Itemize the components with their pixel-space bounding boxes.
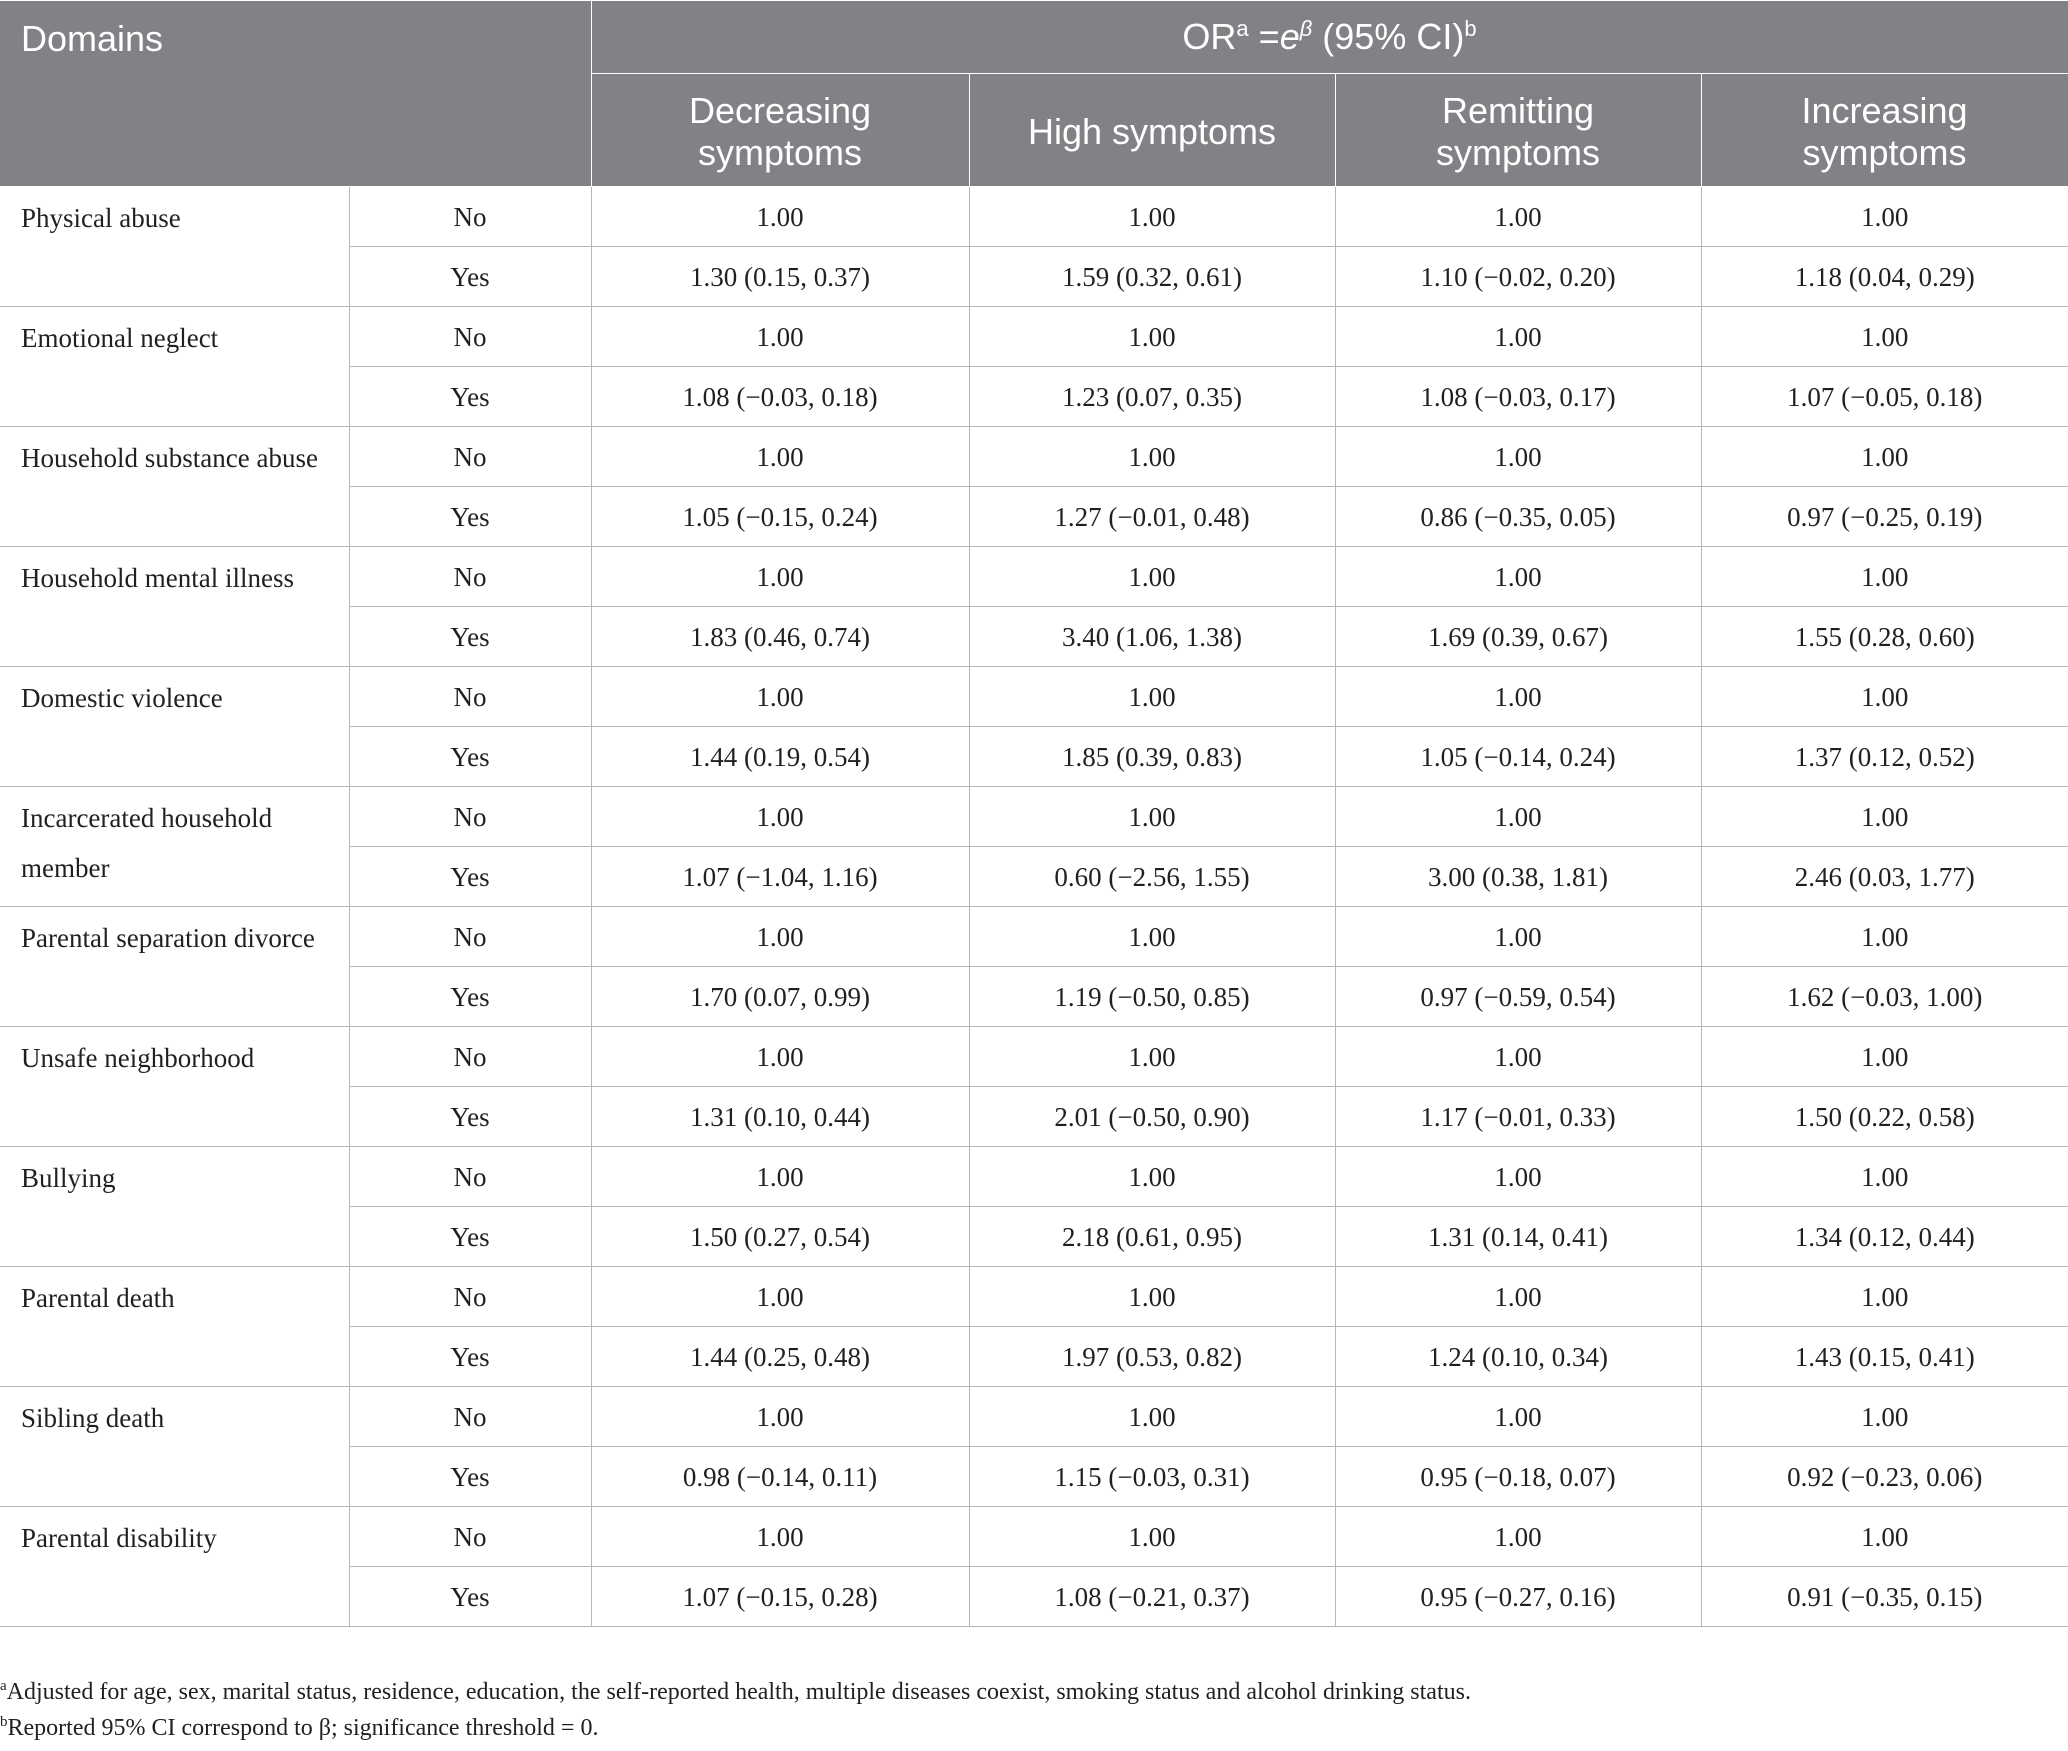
- level-cell: Yes: [349, 1447, 591, 1507]
- domain-cell: Emotional neglect: [0, 307, 349, 427]
- value-cell-high: 1.00: [969, 1147, 1335, 1207]
- value-cell-high: 3.40 (1.06, 1.38): [969, 607, 1335, 667]
- value-cell-decreasing: 1.00: [591, 1267, 969, 1327]
- or-header: [591, 1, 2068, 74]
- value-cell-remitting: 0.97 (−0.59, 0.54): [1335, 967, 1701, 1027]
- table-row: [0, 787, 2068, 847]
- table-row: [0, 547, 2068, 607]
- level-cell: Yes: [349, 487, 591, 547]
- value-cell-remitting: 1.00: [1335, 1387, 1701, 1447]
- value-cell-increasing: 1.62 (−0.03, 1.00): [1701, 967, 2068, 1027]
- table-row: [0, 1507, 2068, 1567]
- table-row: [0, 667, 2068, 727]
- value-cell-increasing: 0.91 (−0.35, 0.15): [1701, 1567, 2068, 1627]
- value-cell-decreasing: 1.50 (0.27, 0.54): [591, 1207, 969, 1267]
- value-cell-high: 1.19 (−0.50, 0.85): [969, 967, 1335, 1027]
- value-cell-decreasing: 1.83 (0.46, 0.74): [591, 607, 969, 667]
- value-cell-remitting: 1.10 (−0.02, 0.20): [1335, 247, 1701, 307]
- table-row: [0, 1267, 2068, 1327]
- level-cell: Yes: [349, 847, 591, 907]
- value-cell-remitting: 1.00: [1335, 907, 1701, 967]
- table-row: [0, 187, 2068, 247]
- level-cell: No: [349, 1027, 591, 1087]
- value-cell-remitting: 1.17 (−0.01, 0.33): [1335, 1087, 1701, 1147]
- value-cell-remitting: 1.00: [1335, 667, 1701, 727]
- value-cell-remitting: 1.00: [1335, 1027, 1701, 1087]
- value-cell-increasing: 1.00: [1701, 1507, 2068, 1567]
- level-cell: No: [349, 787, 591, 847]
- value-cell-increasing: 1.00: [1701, 1027, 2068, 1087]
- value-cell-increasing: 1.00: [1701, 547, 2068, 607]
- value-cell-decreasing: 1.44 (0.25, 0.48): [591, 1327, 969, 1387]
- table-header: [0, 1, 2068, 187]
- value-cell-remitting: 1.00: [1335, 427, 1701, 487]
- value-cell-decreasing: 1.00: [591, 187, 969, 247]
- level-cell: Yes: [349, 367, 591, 427]
- value-cell-high: 1.00: [969, 667, 1335, 727]
- level-cell: No: [349, 1507, 591, 1567]
- value-cell-increasing: 1.18 (0.04, 0.29): [1701, 247, 2068, 307]
- level-cell: No: [349, 1387, 591, 1447]
- value-cell-high: 1.00: [969, 1027, 1335, 1087]
- value-cell-increasing: 0.97 (−0.25, 0.19): [1701, 487, 2068, 547]
- domains-header: Domains: [0, 1, 591, 187]
- value-cell-increasing: 1.55 (0.28, 0.60): [1701, 607, 2068, 667]
- value-cell-increasing: 1.37 (0.12, 0.52): [1701, 727, 2068, 787]
- value-cell-high: 1.97 (0.53, 0.82): [969, 1327, 1335, 1387]
- level-cell: Yes: [349, 607, 591, 667]
- value-cell-increasing: 0.92 (−0.23, 0.06): [1701, 1447, 2068, 1507]
- table-row: [0, 1027, 2068, 1087]
- value-cell-high: 0.60 (−2.56, 1.55): [969, 847, 1335, 907]
- level-cell: Yes: [349, 967, 591, 1027]
- value-cell-high: 1.27 (−0.01, 0.48): [969, 487, 1335, 547]
- domain-cell: Sibling death: [0, 1387, 349, 1507]
- domain-cell: Domestic violence: [0, 667, 349, 787]
- or-beta: β: [1299, 16, 1313, 41]
- value-cell-decreasing: 1.00: [591, 427, 969, 487]
- table-row: [0, 907, 2068, 967]
- table-body: [0, 187, 2068, 1627]
- level-cell: No: [349, 1267, 591, 1327]
- or-e: $e^\beta$: [1279, 16, 1313, 57]
- value-cell-remitting: 3.00 (0.38, 1.81): [1335, 847, 1701, 907]
- table-row: [0, 1387, 2068, 1447]
- value-cell-remitting: 1.00: [1335, 547, 1701, 607]
- value-cell-decreasing: 1.08 (−0.03, 0.18): [591, 367, 969, 427]
- value-cell-decreasing: 0.98 (−0.14, 0.11): [591, 1447, 969, 1507]
- value-cell-high: 1.00: [969, 427, 1335, 487]
- value-cell-high: 1.85 (0.39, 0.83): [969, 727, 1335, 787]
- value-cell-remitting: 1.00: [1335, 187, 1701, 247]
- value-cell-increasing: 1.43 (0.15, 0.41): [1701, 1327, 2068, 1387]
- value-cell-decreasing: 1.30 (0.15, 0.37): [591, 247, 969, 307]
- value-cell-remitting: 0.95 (−0.18, 0.07): [1335, 1447, 1701, 1507]
- footnote-b: $^b$Reported 95% CI correspond to β; significance threshold = 0.: [0, 1714, 599, 1741]
- level-cell: Yes: [349, 1087, 591, 1147]
- value-cell-increasing: 1.07 (−0.05, 0.18): [1701, 367, 2068, 427]
- domain-cell: Parental separation divorce: [0, 907, 349, 1027]
- value-cell-high: 1.00: [969, 907, 1335, 967]
- value-cell-remitting: 1.00: [1335, 307, 1701, 367]
- value-cell-increasing: 1.00: [1701, 187, 2068, 247]
- col-decreasing-symptoms: Decreasing symptoms: [591, 74, 969, 187]
- value-cell-high: 1.00: [969, 1387, 1335, 1447]
- value-cell-high: 1.00: [969, 1507, 1335, 1567]
- value-cell-decreasing: 1.44 (0.19, 0.54): [591, 727, 969, 787]
- or-ci: (95% CI): [1312, 16, 1465, 57]
- value-cell-decreasing: 1.07 (−0.15, 0.28): [591, 1567, 969, 1627]
- value-cell-remitting: 1.00: [1335, 1507, 1701, 1567]
- value-cell-high: 1.00: [969, 787, 1335, 847]
- domain-cell: Unsafe neighborhood: [0, 1027, 349, 1147]
- domain-cell: Parental death: [0, 1267, 349, 1387]
- value-cell-increasing: 1.00: [1701, 1387, 2068, 1447]
- value-cell-remitting: 1.08 (−0.03, 0.17): [1335, 367, 1701, 427]
- value-cell-decreasing: 1.70 (0.07, 0.99): [591, 967, 969, 1027]
- value-cell-high: 1.00: [969, 187, 1335, 247]
- value-cell-decreasing: 1.00: [591, 547, 969, 607]
- domain-cell: Parental disability: [0, 1507, 349, 1627]
- value-cell-increasing: 1.00: [1701, 1267, 2068, 1327]
- or-footnote-a: a: [1236, 16, 1249, 41]
- value-cell-high: 1.15 (−0.03, 0.31): [969, 1447, 1335, 1507]
- or-footnote-b: b: [1464, 16, 1477, 41]
- value-cell-increasing: 1.50 (0.22, 0.58): [1701, 1087, 2068, 1147]
- value-cell-decreasing: 1.00: [591, 1387, 969, 1447]
- value-cell-remitting: 1.24 (0.10, 0.34): [1335, 1327, 1701, 1387]
- col-high-symptoms: High symptoms: [969, 74, 1335, 187]
- value-cell-decreasing: 1.31 (0.10, 0.44): [591, 1087, 969, 1147]
- value-cell-remitting: 1.05 (−0.14, 0.24): [1335, 727, 1701, 787]
- level-cell: No: [349, 907, 591, 967]
- level-cell: Yes: [349, 1327, 591, 1387]
- value-cell-increasing: 1.00: [1701, 667, 2068, 727]
- value-cell-high: 2.18 (0.61, 0.95): [969, 1207, 1335, 1267]
- level-cell: No: [349, 547, 591, 607]
- value-cell-decreasing: 1.00: [591, 1507, 969, 1567]
- or-equals: =: [1248, 16, 1280, 57]
- value-cell-high: 1.00: [969, 547, 1335, 607]
- footnote-a: $^a$Adjusted for age, sex, marital status, residence, education, the self-reported health, multiple diseases coexist, smoking status and alcohol drinking status.: [0, 1678, 1471, 1705]
- level-cell: Yes: [349, 1207, 591, 1267]
- value-cell-high: 1.00: [969, 307, 1335, 367]
- domain-cell: Incarcerated household member: [0, 787, 349, 907]
- value-cell-decreasing: 1.00: [591, 1027, 969, 1087]
- value-cell-decreasing: 1.00: [591, 907, 969, 967]
- level-cell: Yes: [349, 727, 591, 787]
- value-cell-increasing: 1.00: [1701, 307, 2068, 367]
- level-cell: No: [349, 187, 591, 247]
- value-cell-decreasing: 1.00: [591, 787, 969, 847]
- value-cell-increasing: 1.00: [1701, 787, 2068, 847]
- value-cell-decreasing: 1.05 (−0.15, 0.24): [591, 487, 969, 547]
- col-increasing-symptoms: Increasing symptoms: [1701, 74, 2068, 187]
- level-cell: No: [349, 307, 591, 367]
- table-row: [0, 307, 2068, 367]
- value-cell-increasing: 1.00: [1701, 427, 2068, 487]
- level-cell: Yes: [349, 1567, 591, 1627]
- domain-cell: Physical abuse: [0, 187, 349, 307]
- or-label: OR: [1182, 16, 1237, 57]
- level-cell: No: [349, 427, 591, 487]
- value-cell-decreasing: 1.00: [591, 1147, 969, 1207]
- domain-cell: Bullying: [0, 1147, 349, 1267]
- value-cell-remitting: 0.95 (−0.27, 0.16): [1335, 1567, 1701, 1627]
- value-cell-increasing: 1.34 (0.12, 0.44): [1701, 1207, 2068, 1267]
- value-cell-remitting: 1.00: [1335, 787, 1701, 847]
- value-cell-decreasing: 1.00: [591, 307, 969, 367]
- table-row: [0, 427, 2068, 487]
- value-cell-decreasing: 1.00: [591, 667, 969, 727]
- value-cell-remitting: 1.31 (0.14, 0.41): [1335, 1207, 1701, 1267]
- value-cell-remitting: 0.86 (−0.35, 0.05): [1335, 487, 1701, 547]
- value-cell-high: 1.08 (−0.21, 0.37): [969, 1567, 1335, 1627]
- level-cell: Yes: [349, 247, 591, 307]
- value-cell-high: 1.00: [969, 1267, 1335, 1327]
- domain-cell: Household substance abuse: [0, 427, 349, 547]
- value-cell-increasing: 2.46 (0.03, 1.77): [1701, 847, 2068, 907]
- level-cell: No: [349, 667, 591, 727]
- value-cell-high: 2.01 (−0.50, 0.90): [969, 1087, 1335, 1147]
- value-cell-decreasing: 1.07 (−1.04, 1.16): [591, 847, 969, 907]
- value-cell-remitting: 1.00: [1335, 1147, 1701, 1207]
- value-cell-high: 1.59 (0.32, 0.61): [969, 247, 1335, 307]
- footnotes: [0, 1674, 2068, 1746]
- table-row: [0, 1147, 2068, 1207]
- value-cell-increasing: 1.00: [1701, 907, 2068, 967]
- domain-cell: Household mental illness: [0, 547, 349, 667]
- value-cell-high: 1.23 (0.07, 0.35): [969, 367, 1335, 427]
- level-cell: No: [349, 1147, 591, 1207]
- value-cell-increasing: 1.00: [1701, 1147, 2068, 1207]
- col-remitting-symptoms: Remitting symptoms: [1335, 74, 1701, 187]
- value-cell-remitting: 1.69 (0.39, 0.67): [1335, 607, 1701, 667]
- value-cell-remitting: 1.00: [1335, 1267, 1701, 1327]
